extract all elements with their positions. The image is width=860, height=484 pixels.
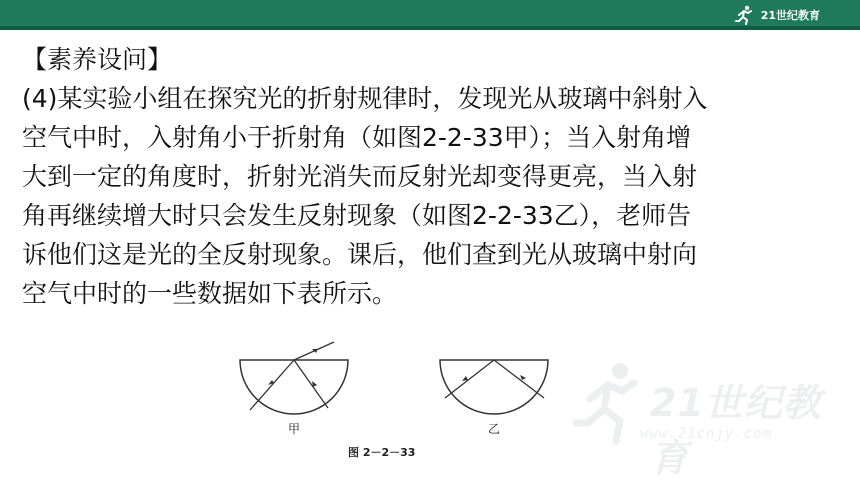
- watermark-text: 21世纪教育: [650, 381, 822, 480]
- runner-icon: [733, 5, 755, 25]
- section-heading: 【素养设问】: [22, 45, 173, 74]
- figure-label-right: 乙: [488, 422, 501, 436]
- watermark-url: www.21cnjy.com: [640, 426, 773, 442]
- top-banner: [0, 0, 860, 30]
- figure-diagrams: [230, 340, 560, 440]
- banner-stripe: [0, 26, 860, 30]
- watermark: [570, 354, 840, 480]
- question-text: [22, 40, 822, 313]
- paragraph-line: 空气中时的一些数据如下表所示。: [22, 279, 398, 308]
- paragraph-line: 角再继续增大时只会发生反射现象（如图2-2-33乙），老师告: [22, 201, 692, 230]
- paragraph-line: (4)某实验小组在探究光的折射规律时，发现光从玻璃中斜射入: [22, 84, 708, 113]
- brand-logo-text: 21世纪教育: [760, 9, 820, 22]
- paragraph-line: 大到一定的角度时，折射光消失而反射光却变得更亮，当入射: [22, 162, 698, 191]
- watermark-runner-icon: [570, 359, 650, 449]
- figure-caption: 图 2－2－33: [348, 446, 416, 459]
- paragraph-line: 诉他们这是光的全反射现象。课后，他们查到光从玻璃中射向: [22, 240, 698, 269]
- diagram-jia: [240, 342, 348, 414]
- paragraph-line: 空气中时，入射角小于折射角（如图2-2-33甲）；当入射角增: [22, 123, 692, 152]
- diagram-yi: [440, 360, 548, 414]
- brand-logo: [733, 4, 820, 26]
- optics-figure: [230, 340, 560, 470]
- figure-label-left: 甲: [288, 422, 301, 436]
